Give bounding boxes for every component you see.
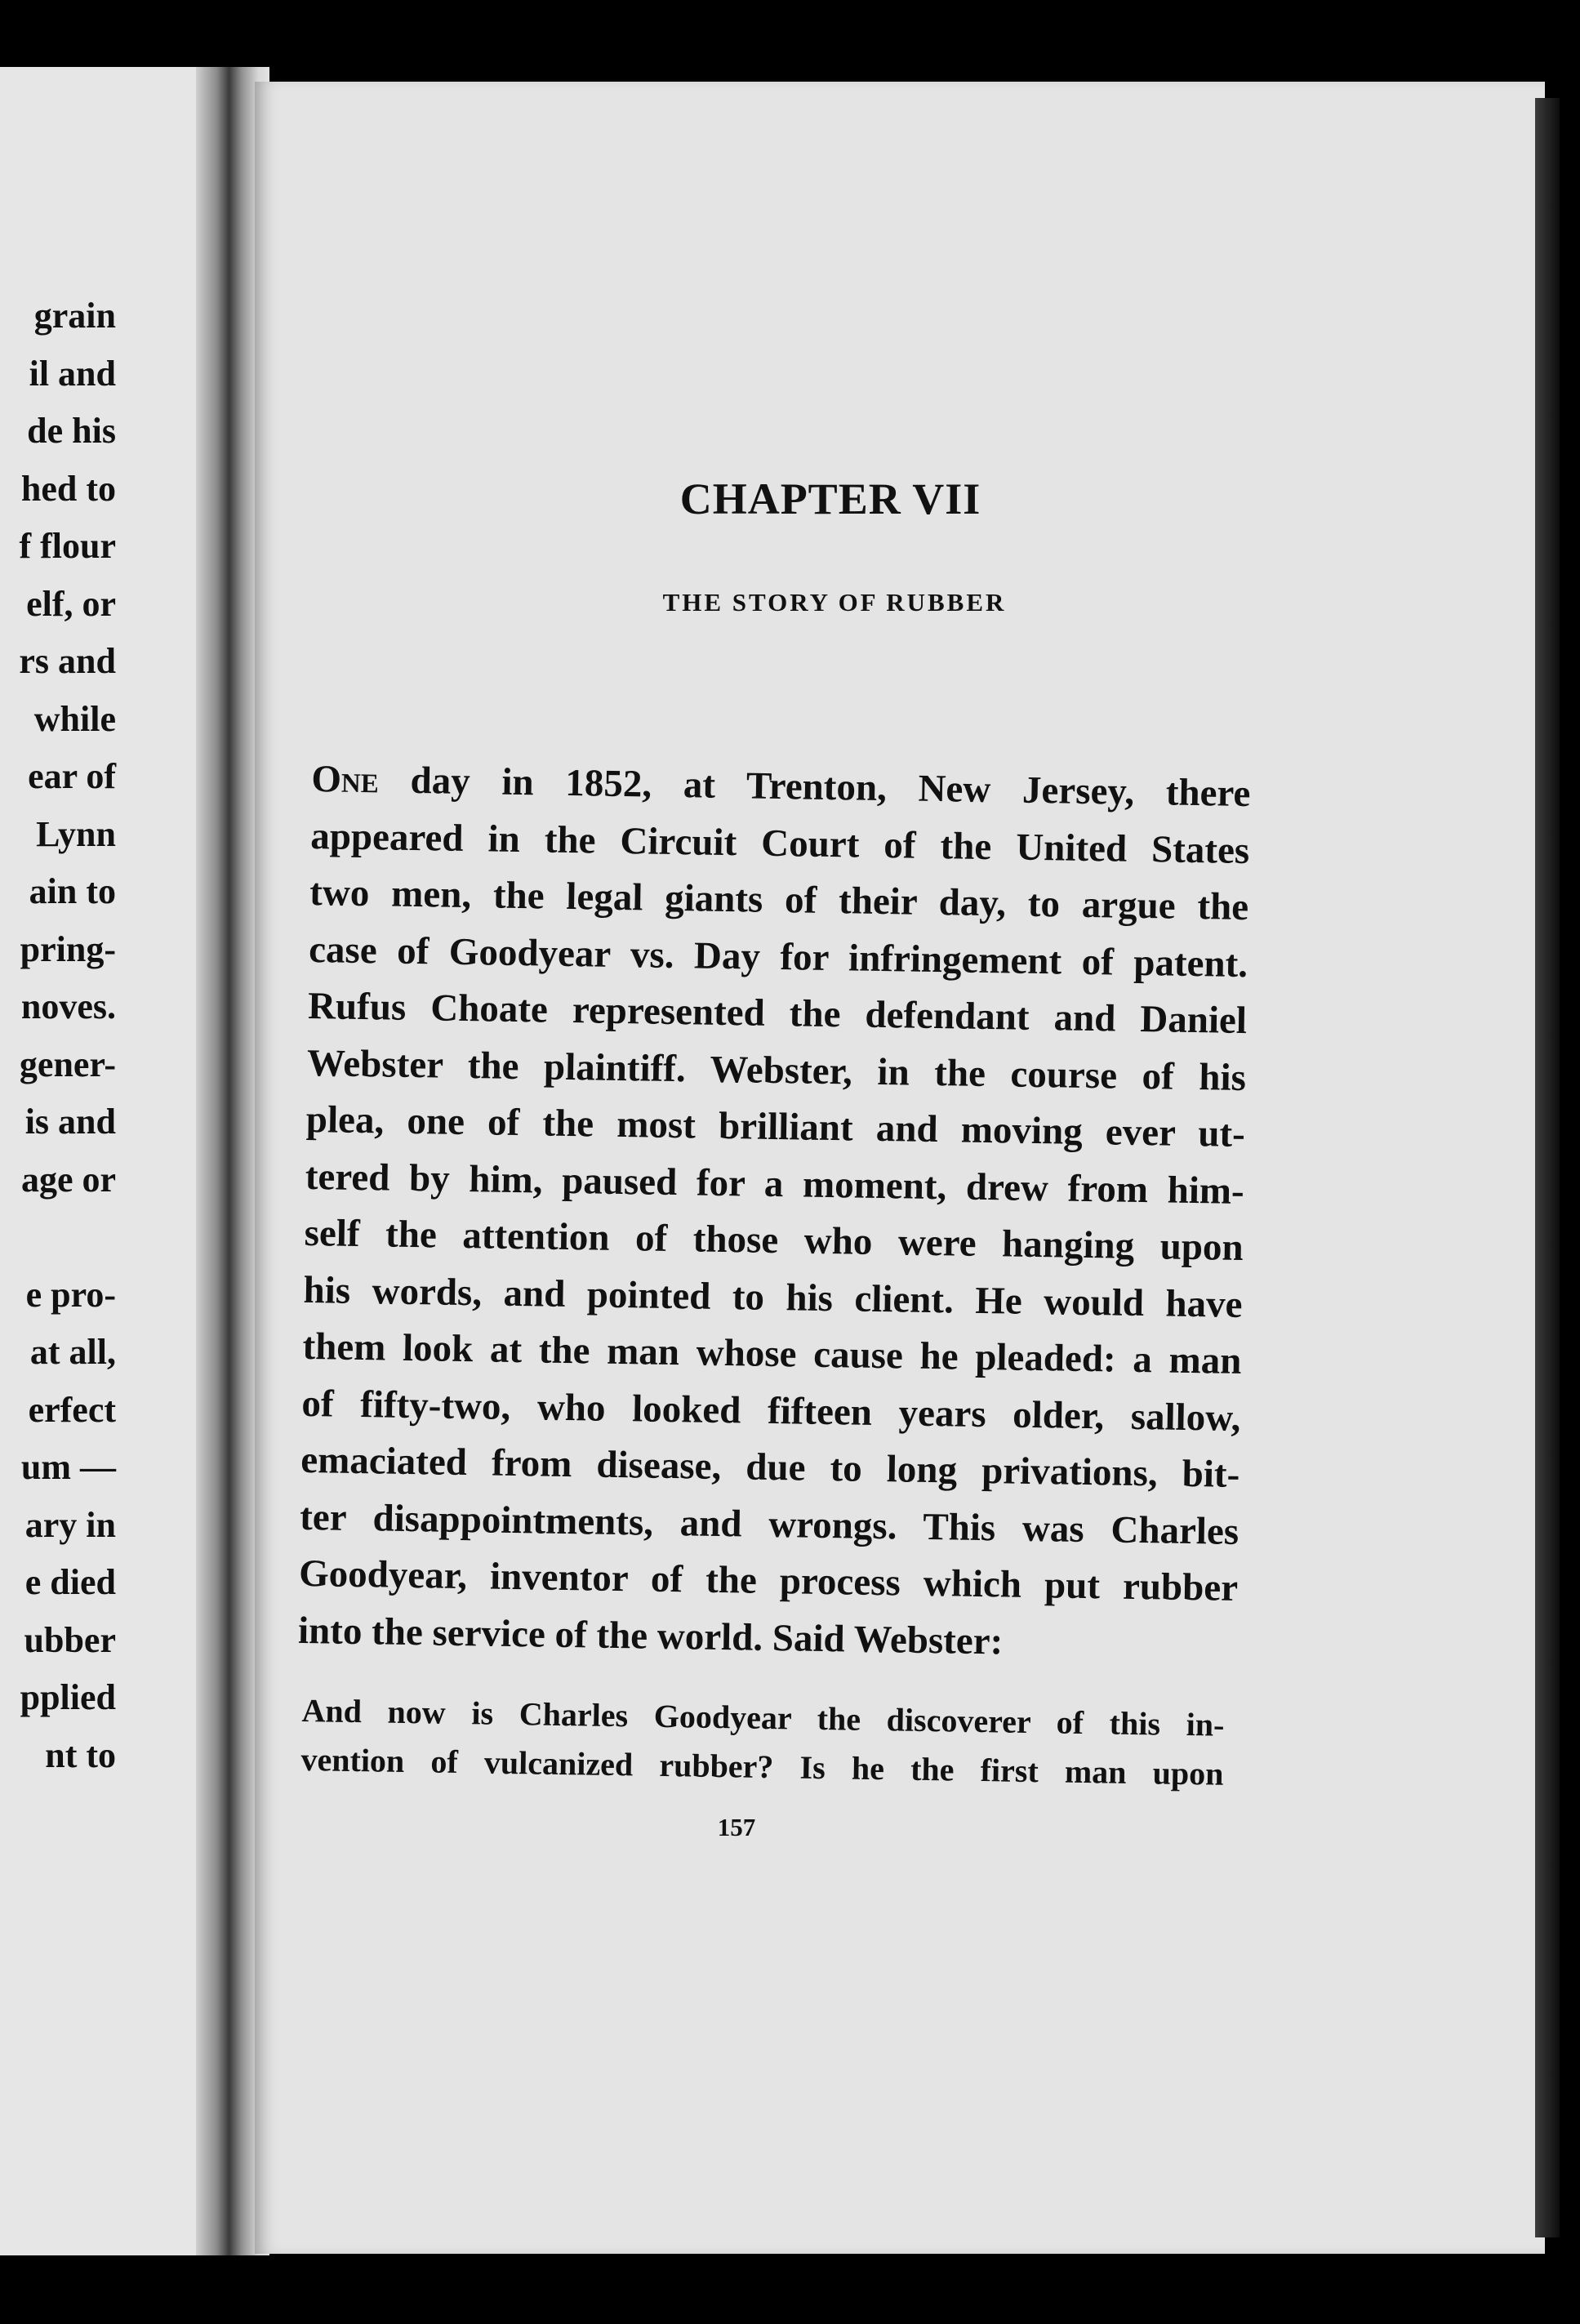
left-page-line: is and: [24, 1102, 116, 1142]
left-page-line: um —: [20, 1447, 116, 1487]
left-page-line: ear of: [28, 756, 116, 796]
chapter-title: CHAPTER VII: [679, 474, 981, 523]
body-line: emaciated from disease, due to long privations, bit-: [300, 1438, 1240, 1496]
left-page-line: e died: [24, 1562, 116, 1602]
first-line-text: day in 1852, at Trenton, New Jersey, there: [378, 759, 1251, 816]
body-line: two men, the legal giants of their day, to argue the: [309, 870, 1249, 929]
left-page-line: rs and: [19, 641, 116, 681]
left-page-line: hed to: [20, 468, 116, 509]
left-page-line: elf, or: [26, 583, 116, 624]
left-page-line: il and: [29, 353, 116, 394]
body-line: of fifty-two, who looked fifteen years older, sallow,: [301, 1382, 1241, 1440]
quoted-passage: [300, 1686, 1225, 1799]
left-page-line: while: [33, 698, 116, 739]
left-page-line: noves.: [20, 986, 116, 1026]
body-line: his words, and pointed to his client. He would have: [303, 1268, 1243, 1326]
quote-line: And now is Charles Goodyear the discoverer of this in-: [301, 1691, 1225, 1743]
body-line: plea, one of the most brilliant and moving ever ut-: [305, 1097, 1246, 1156]
left-page-line: erfect: [28, 1389, 116, 1430]
body-line: Webster the plaintiff. Webster, in the course of his: [306, 1041, 1247, 1099]
body-line: into the service of the world. Said Webster:: [297, 1609, 1004, 1663]
body-line: ter disappointments, and wrongs. This was Charles: [299, 1495, 1240, 1553]
quote-line: vention of vulcanized rubber? Is he the first man upon: [300, 1740, 1224, 1792]
left-page-line: ubber: [24, 1619, 116, 1660]
left-page-line: grain: [33, 296, 116, 336]
left-page-line: age or: [20, 1159, 116, 1200]
body-line: Rufus Choate represented the defendant and Daniel: [307, 984, 1248, 1043]
body-line: self the attention of those who were hanging upon: [304, 1211, 1244, 1269]
body-line: them look at the man whose cause he pleaded: a man: [302, 1325, 1242, 1382]
left-page-line: [0, 1209, 116, 1267]
chapter-subtitle: THE STORY OF RUBBER: [662, 588, 1007, 617]
left-page-text: [0, 287, 116, 1784]
page-number: 157: [717, 1813, 756, 1841]
left-page-line: gener-: [19, 1044, 116, 1084]
left-page-line: at all,: [29, 1332, 116, 1372]
left-page-line: pring-: [20, 928, 116, 969]
drop-word: One: [311, 757, 380, 802]
left-page-line: nt to: [45, 1734, 116, 1775]
left-page-line: Lynn: [36, 813, 116, 854]
body-line: case of Goodyear vs. Day for infringement of patent.: [308, 928, 1248, 986]
body-line: Goodyear, inventor of the process which put rubber: [298, 1552, 1239, 1609]
left-page-line: ary in: [24, 1504, 116, 1545]
left-page-line: ain to: [29, 871, 116, 911]
body-line: tered by him, paused for a moment, drew from him-: [305, 1155, 1245, 1213]
left-page-line: f flour: [19, 526, 116, 566]
chapter-body: [298, 751, 1251, 1674]
left-page-line: e pro-: [25, 1274, 116, 1315]
body-line: appeared in the Circuit Court of the United States: [309, 814, 1250, 872]
left-page-line: pplied: [20, 1677, 116, 1717]
left-page-line: de his: [27, 411, 116, 451]
